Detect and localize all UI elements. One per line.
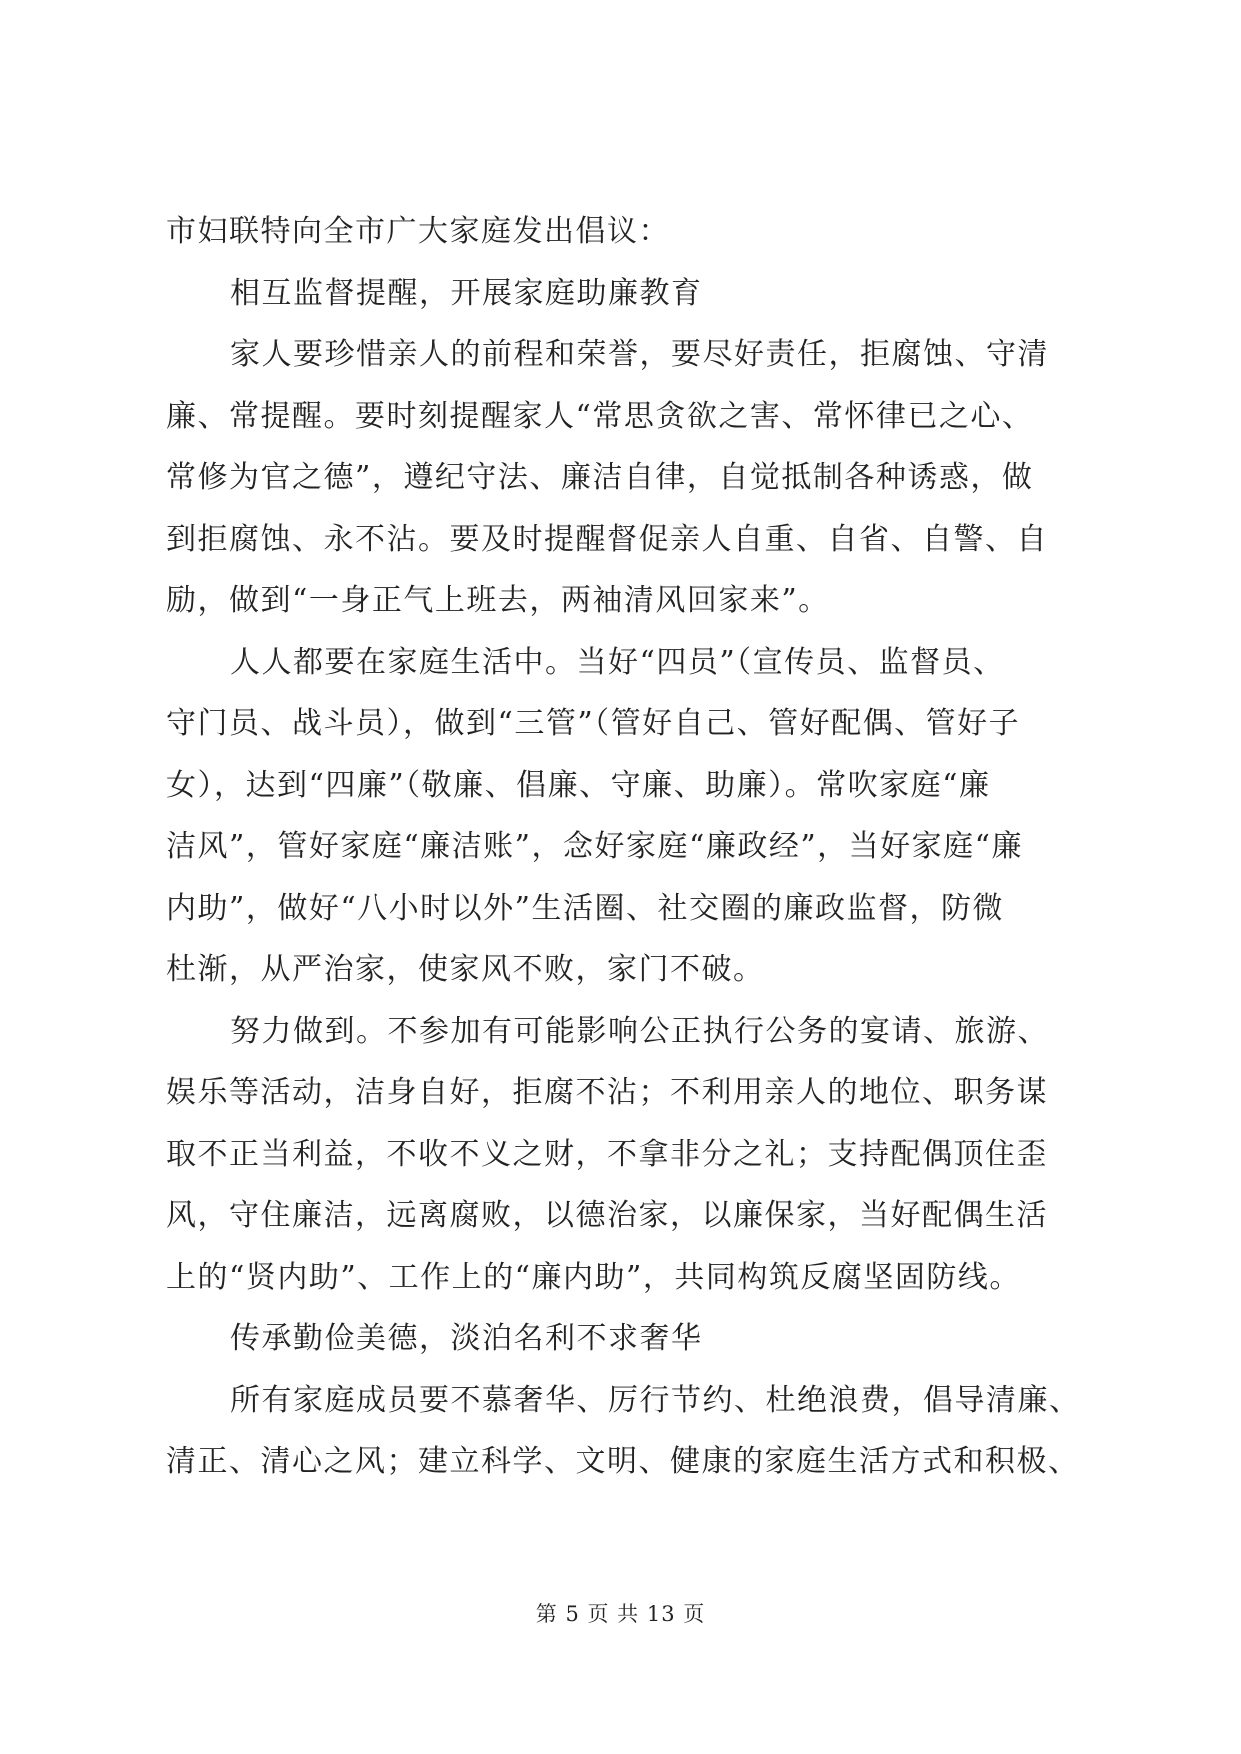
text-line: 杜渐，从严治家，使家风不败，家门不破。 [166,952,765,987]
text-line: 所有家庭成员要不慕奢华、厉行节约、杜绝浪费，倡导清廉、 [230,1382,1081,1418]
text-line: 内助”，做好“八小时以外”生活圈、社交圈的廉政监督，防微 [166,890,1005,926]
text-line: 清正、清心之风；建立科学、文明、健康的家庭生活方式和积极、 [166,1444,1080,1479]
text-line: 风，守住廉洁，远离腐败，以德治家，以廉保家，当好配偶生活 [166,1198,1048,1233]
text-line: 励，做到“一身正气上班去，两袖清风回家来”。 [166,583,830,618]
text-line: 家人要珍惜亲人的前程和荣誉，要尽好责任，拒腐蚀、守清 [230,337,1049,372]
text-line: 廉、常提醒。要时刻提醒家人“常思贪欲之害、常怀律已之心、 [166,398,1034,434]
text-line: 人人都要在家庭生活中。当好“四员”（宣传员、监督员、 [230,644,1005,680]
text-line: 守门员、战斗员），做到“三管”（管好自己、管好配偶、管好子 [166,706,1021,741]
text-line: 女），达到“四廉”（敬廉、倡廉、守廉、助廉）。常吹家庭“廉 [166,767,991,803]
page-number-footer: 第 5 页 共 13 页 [535,1602,706,1626]
document-body [166,201,1080,1493]
text-line: 娱乐等活动，洁身自好，拒腐不沾；不利用亲人的地位、职务谋 [166,1075,1048,1110]
text-line: 努力做到。不参加有可能影响公正执行公务的宴请、旅游、 [230,1013,1049,1049]
text-line: 取不正当利益，不收不义之财，不拿非分之礼；支持配偶顶住歪 [166,1136,1048,1172]
section-heading: 传承勤俭美德，淡泊名利不求奢华 [230,1321,703,1356]
text-line: 常修为官之德”，遵纪守法、廉洁自律，自觉抵制各种诱惑，做 [166,460,1034,495]
section-heading: 相互监督提醒，开展家庭助廉教育 [230,275,703,311]
text-line: 洁风”，管好家庭“廉洁账”，念好家庭“廉政经”，当好家庭“廉 [166,829,1024,864]
text-line: 市妇联特向全市广大家庭发出倡议： [166,214,670,249]
text-line: 上的“贤内助”、工作上的“廉内助”，共同构筑反腐坚固防线。 [166,1259,1021,1295]
text-line: 到拒腐蚀、永不沾。要及时提醒督促亲人自重、自省、自警、自 [166,521,1048,557]
